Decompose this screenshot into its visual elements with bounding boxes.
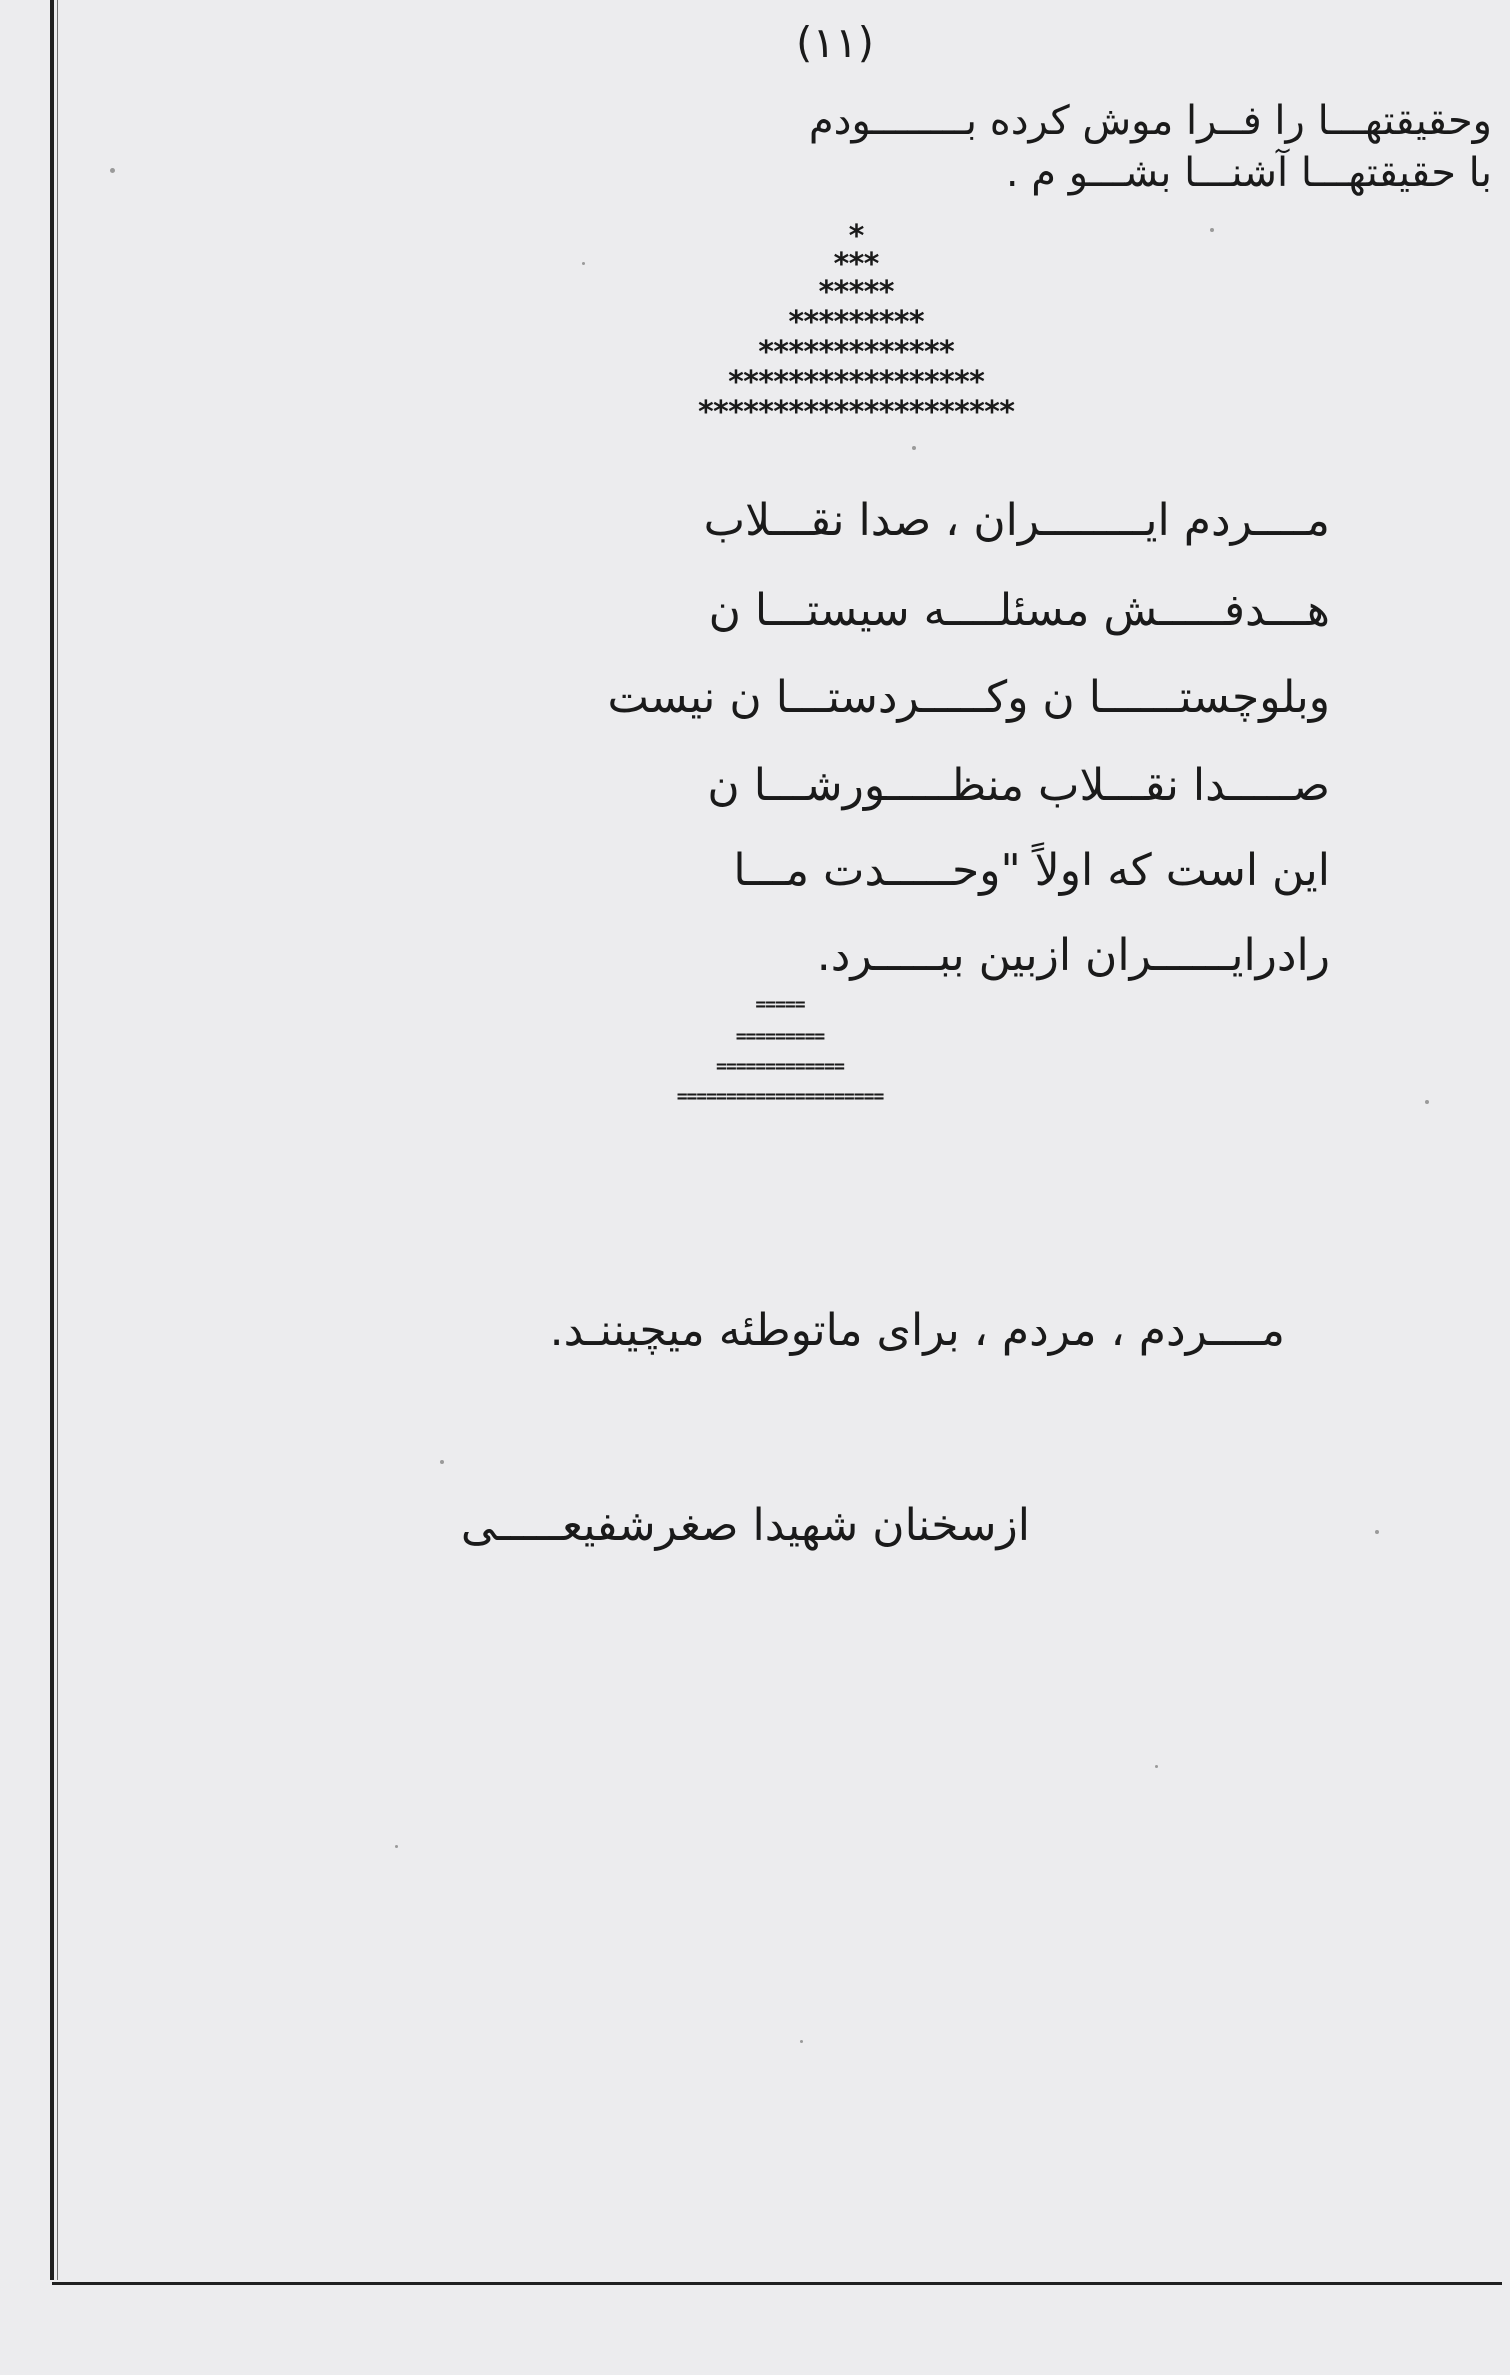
dash-ornament-row: ========= xyxy=(735,1026,825,1047)
left-border-line xyxy=(50,0,54,2280)
star-ornament-row: ************* xyxy=(757,335,953,370)
scan-speck xyxy=(440,1460,444,1464)
quote-line-6: رادرایــــــران ازبین ببـــــرد. xyxy=(816,930,1330,981)
scan-speck xyxy=(395,1845,398,1848)
star-ornament-row: ***** xyxy=(817,275,893,310)
attribution-line: ازسخنان شهیدا صغرشفیعـــــی xyxy=(460,1500,1030,1551)
dash-ornament-row: ===== xyxy=(755,994,805,1015)
bottom-border-line xyxy=(52,2282,1502,2285)
quote-line-1: مــــردم ایــــــــران ، صدا نقـــلاب xyxy=(703,495,1330,546)
left-border-inner-line xyxy=(57,0,58,2280)
quote-line-3: وبلوچستــــــا ن وکـــــردستـــا ن نیست xyxy=(607,672,1330,723)
scan-speck xyxy=(1375,1530,1379,1534)
scan-speck xyxy=(1210,228,1214,232)
scan-speck xyxy=(110,168,115,173)
page-number: (۱۱) xyxy=(796,18,874,67)
star-ornament-row: * xyxy=(847,219,863,254)
quote-line-4: صـــــدا نقـــلاب منظـــــورشـــا ن xyxy=(707,760,1330,811)
intro-line-1: وحقیقتهـــا را فــرا موش کرده بــــــــودم xyxy=(808,98,1492,144)
scan-speck xyxy=(1155,1765,1158,1768)
intro-line-2: با حقیقتهـــا آشنـــا بشـــو م . xyxy=(1005,150,1492,196)
quote-line-5: این است که اولاً "وحـــــدت مـــا xyxy=(733,845,1330,896)
scan-speck xyxy=(912,446,916,450)
scan-speck xyxy=(800,2040,803,2043)
star-ornament-row: *** xyxy=(832,247,878,282)
dash-ornament-row: ===================== xyxy=(676,1086,884,1107)
star-ornament-row: ********* xyxy=(787,305,923,340)
star-ornament-row: ***************** xyxy=(726,365,984,400)
dash-ornament-row: ============= xyxy=(716,1056,844,1077)
star-ornament-row: ********************* xyxy=(696,395,1014,430)
saying-line: مــــردم ، مردم ، برای ماتوطئه میچیننـد. xyxy=(549,1305,1285,1356)
quote-line-2: هـــدفـــــش مسئلــــه سیستـــا ن xyxy=(708,585,1330,636)
scan-speck xyxy=(1425,1100,1429,1104)
